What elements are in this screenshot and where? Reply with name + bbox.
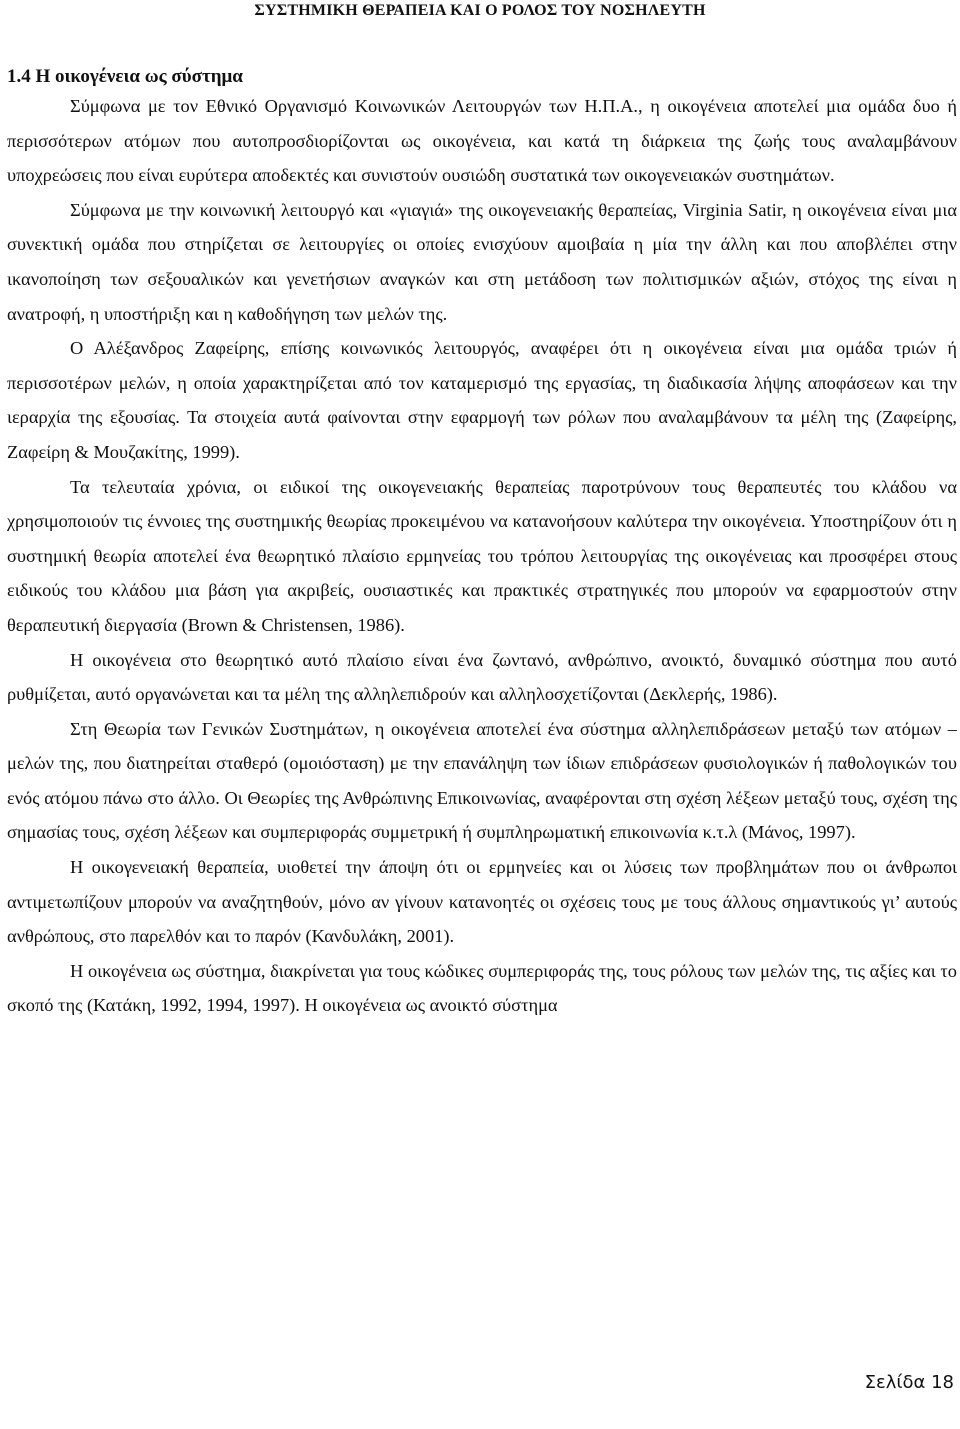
paragraph-1: Σύμφωνα με τον Εθνικό Οργανισμό Κοινωνικών Λειτουργών των Η.Π.Α., η οικογένεια αποτελεί μια ομάδα δυο ή περισσότερων ατόμων που αυτοπροσδιορίζονται ως οικογένεια, και κατά τη διάρκεια της ζωής τους αναλαμβάνουν υποχρεώσεις που είναι ευρύτερα αποδεκτές και συνιστούν ουσιώδη συστατικά των οικογενειακών συστημάτων. bbox=[7, 96, 957, 186]
paragraph-6: Στη Θεωρία των Γενικών Συστημάτων, η οικογένεια αποτελεί ένα σύστημα αλληλεπιδράσεων μεταξύ των ατόμων – μελών της, που διατηρείται σταθερό (ομοιόσταση) με την επανάληψη των ίδιων επιδράσεων φυσιολογικών ή παθολογικών του ενός ατόμου πάνω στο άλλο. Οι Θεωρίες της Ανθρώπινης Επικοινωνίας, αναφέρονται στη σχέση λέξεων μεταξύ τους, σχέση της σημασίας τους, σχέση λέξεων και συμπεριφοράς συμμετρική ή συμπληρωματική επικοινωνία κ.τ.λ (Μάνος, 1997). bbox=[7, 718, 957, 843]
section-heading: 1.4 Η οικογένεια ως σύστημα bbox=[7, 66, 243, 87]
paragraph-5: Η οικογένεια στο θεωρητικό αυτό πλαίσιο είναι ένα ζωντανό, ανθρώπινο, ανοικτό, δυναμικό σύστημα που αυτό ρυθμίζεται, αυτό οργανώνεται και τα μέλη της αλληλεπιδρούν και αλληλοσχετίζονται (Δεκλερής, 1986). bbox=[7, 649, 957, 705]
paragraph-7: Η οικογενειακή θεραπεία, υιοθετεί την άποψη ότι οι ερμηνείες και οι λύσεις των προβλημάτων που οι άνθρωποι αντιμετωπίζουν μπορούν να αναζητηθούν, μόνο αν γίνουν κατανοητές οι σχέσεις τους με τους άλλους σημαντικούς γι’ αυτούς ανθρώπους, στο παρελθόν και το παρόν (Κανδυλάκη, 2001). bbox=[7, 857, 957, 947]
page-number: Σελίδα 18 bbox=[864, 1372, 954, 1393]
paragraph-4: Τα τελευταία χρόνια, οι ειδικοί της οικογενειακής θεραπείας παροτρύνουν τους θεραπευτές του κλάδου να χρησιμοποιούν τις έννοιες της συστημικής θεωρίας προκειμένου να κατανοήσουν καλύτερα την οικογένεια. Υποστηρίζουν ότι η συστημική θεωρία αποτελεί ένα θεωρητικό πλαίσιο ερμηνείας του τρόπου λειτουργίας της οικογένειας και προσφέρει στους ειδικούς του κλάδου μια βάση για ακριβείς, ουσιαστικές και πρακτικές στρατηγικές που μπορούν να εφαρμοστούν στην θεραπευτική διεργασία (Brown & Christensen, 1986). bbox=[7, 476, 957, 635]
paragraph-8: Η οικογένεια ως σύστημα, διακρίνεται για τους κώδικες συμπεριφοράς της, τους ρόλους των μελών της, τις αξίες και το σκοπό της (Κατάκη, 1992, 1994, 1997). Η οικογένεια ως ανοικτό σύστημα bbox=[7, 960, 957, 1016]
document-body bbox=[7, 65, 957, 1023]
paragraph-3: Ο Αλέξανδρος Ζαφείρης, επίσης κοινωνικός λειτουργός, αναφέρει ότι η οικογένεια είναι μια ομάδα τριών ή περισσοτέρων μελών, η οποία χαρακτηρίζεται από τον καταμερισμό της εργασίας, τη διαδικασία λήψης αποφάσεων και την ιεραρχία της εξουσίας. Τα στοιχεία αυτά φαίνονται στην εφαρμογή των ρόλων που αναλαμβάνουν τα μέλη της (Ζαφείρης, Ζαφείρη & Μουζακίτης, 1999). bbox=[7, 338, 957, 462]
paragraph-2: Σύμφωνα με την κοινωνική λειτουργό και «γιαγιά» της οικογενειακής θεραπείας, Virginia Satir, η οικογένεια είναι μια συνεκτική ομάδα που στηρίζεται σε λειτουργίες οι οποίες ενισχύουν αμοιβαία η μία την άλλη και που αποβλέπει στην ικανοποίηση των σεξουαλικών και γενετήσιων αναγκών και στη μετάδοση των πολιτισμικών αξιών, στόχος της είναι η ανατροφή, η υποστήριξη και η καθοδήγηση των μελών της. bbox=[7, 199, 957, 324]
running-header: ΣΥΣΤΗΜΙΚΗ ΘΕΡΑΠΕΙΑ ΚΑΙ Ο ΡΟΛΟΣ ΤΟΥ ΝΟΣΗΛΕΥΤΗ bbox=[254, 2, 706, 19]
